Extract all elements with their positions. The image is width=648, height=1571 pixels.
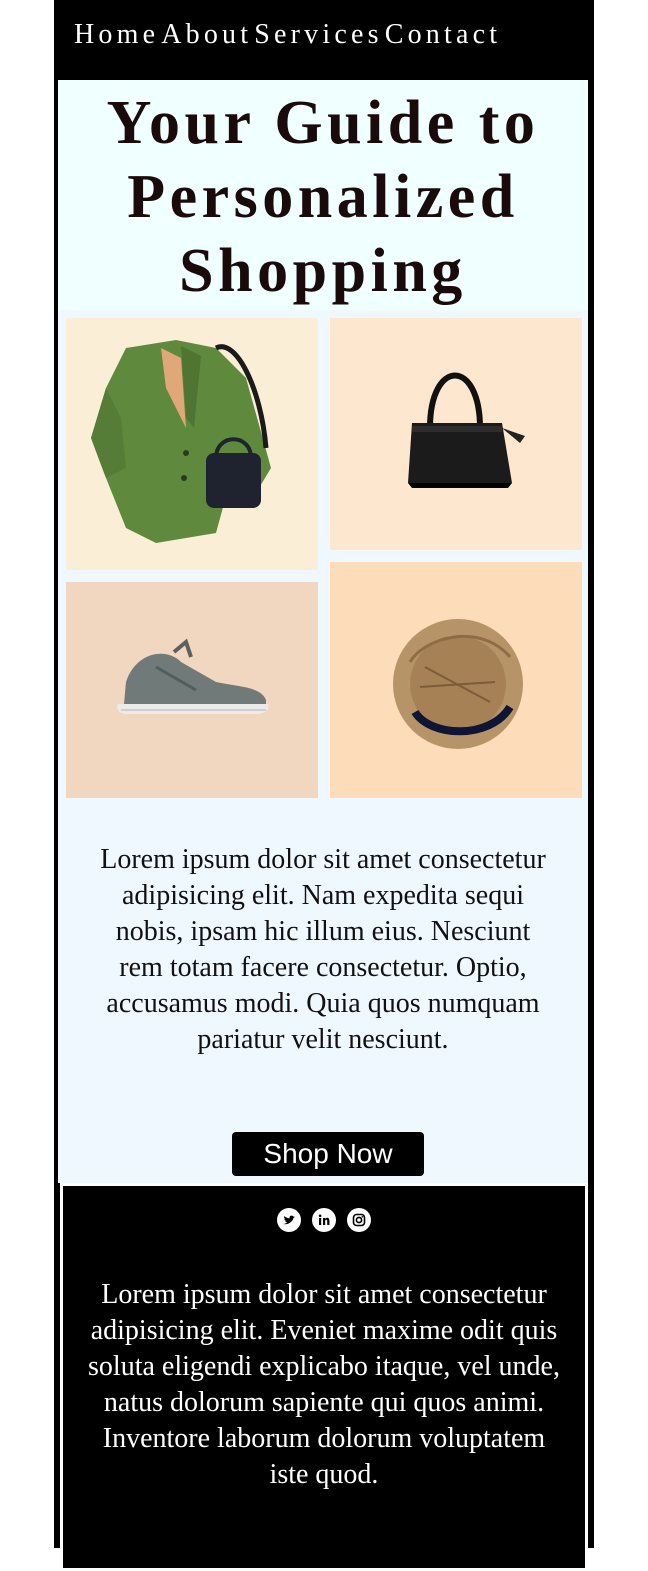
black-handbag-photo (330, 318, 582, 550)
straw-hat-photo (330, 562, 582, 798)
footer-text: Lorem ipsum dolor sit amet consectetur adipisicing elit. Eveniet maxime odit quis soluta eligendi explicabo itaque, vel unde, natus dolorum sapiente qui quos animi. Inventore laborum dolorum voluptatem iste quod. (88, 1279, 560, 1490)
twitter-icon[interactable] (277, 1208, 301, 1232)
shop-now-button[interactable]: Shop Now (232, 1132, 424, 1176)
footer (60, 1183, 588, 1571)
nav-item-home[interactable]: Home (74, 19, 160, 50)
nav-item-about[interactable]: About (161, 19, 253, 50)
top-nav (54, 0, 594, 78)
gallery-tile-hat (330, 562, 582, 798)
content-area (58, 80, 588, 1183)
hero-section (58, 80, 588, 310)
hero-title: Your Guide to Personalized Shopping (106, 89, 540, 305)
jacket-and-bag-photo (66, 318, 318, 570)
gallery-tile-sneaker (66, 582, 318, 798)
intro-paragraph: Lorem ipsum dolor sit amet consectetur adipisicing elit. Nam expedita sequi nobis, ipsam hic illum eius. Nesciunt rem totam facere consectetur. Optio, accusamus modi. Quia quos numquam pariatur velit nesciunt. (100, 844, 546, 1055)
social-links (63, 1208, 585, 1232)
linkedin-icon[interactable] (312, 1208, 336, 1232)
nav-list (74, 19, 503, 51)
gallery-tile-handbag (330, 318, 582, 550)
page-frame (54, 0, 594, 1548)
instagram-icon[interactable] (347, 1208, 371, 1232)
nav-item-contact[interactable]: Contact (384, 19, 502, 50)
gallery-tile-jacket (66, 318, 318, 570)
gray-sneaker-photo (66, 582, 318, 798)
nav-item-services[interactable]: Services (254, 19, 383, 50)
